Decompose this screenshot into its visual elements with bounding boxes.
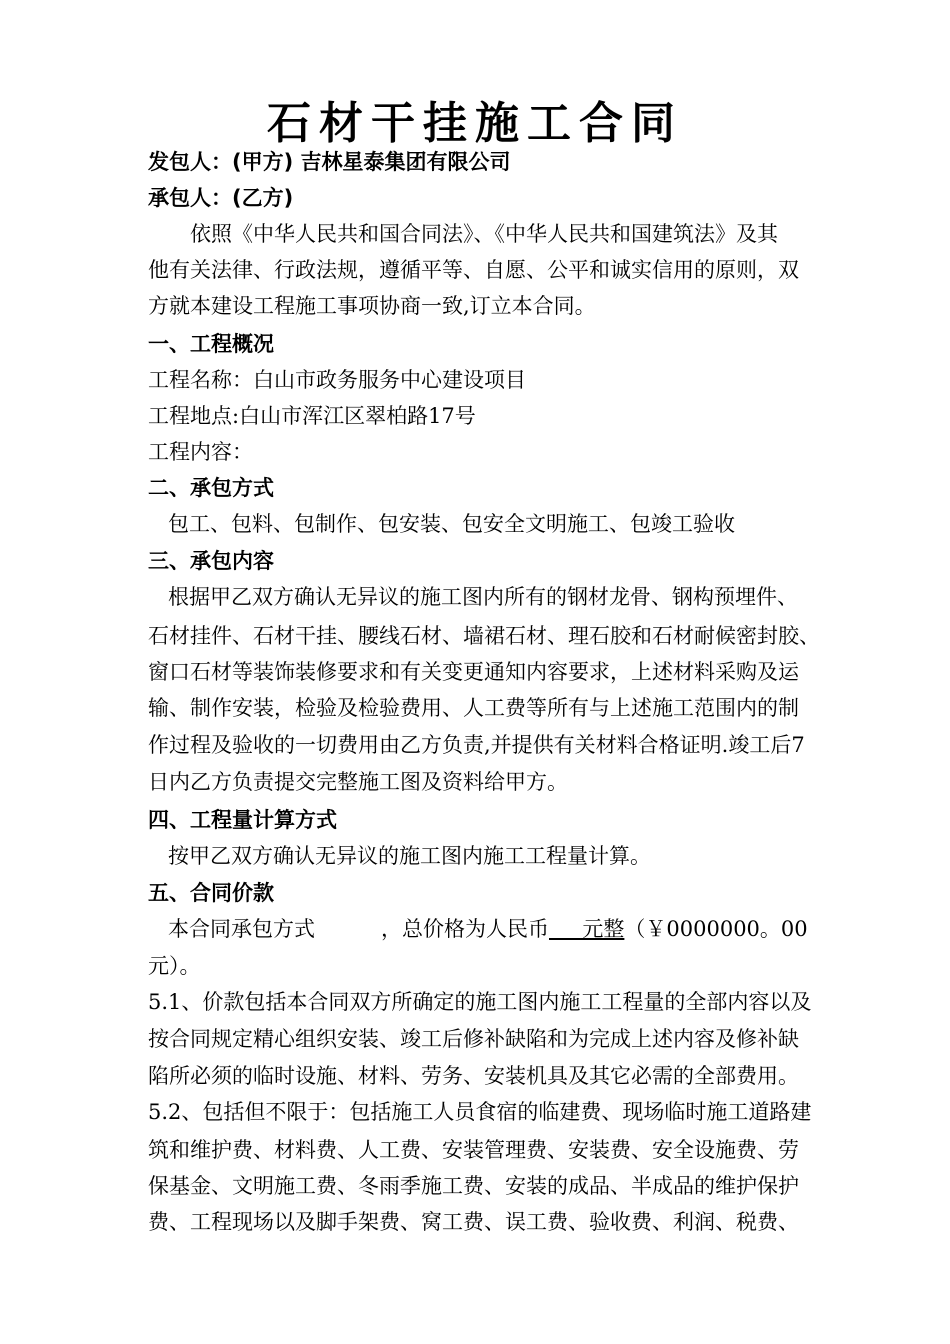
clause-line: 按合同规定精心组织安装、竣工后修补缺陷和为完成上述内容及修补缺 [148,1027,799,1051]
intro-line: 依照《中华人民共和国合同法》、《中华人民共和国建筑法》及其 [190,222,778,246]
paragraph-line: 石材挂件、石材干挂、腰线石材、墙裙石材、理石胶和石材耐候密封胶、 [148,624,820,648]
section-heading: 三、承包内容 [148,549,274,573]
clause-line: 5.1、价款包括本合同双方所确定的施工图内施工工程量的全部内容以及 [148,990,812,1014]
section-heading: 四、工程量计算方式 [148,808,337,832]
clause-line: 筑和维护费、材料费、人工费、安装管理费、安装费、安全设施费、劳 [148,1138,799,1162]
contract-method: 包工、包料、包制作、包安装、包安全文明施工、包竣工验收 [168,512,735,536]
project-location: 工程地点:白山市浑江区翠柏路17号 [148,404,476,428]
paragraph-line: 日内乙方负责提交完整施工图及资料给甲方。 [148,770,568,794]
clause-line: 5.2、包括但不限于：包括施工人员食宿的临建费、现场临时施工道路建 [148,1100,812,1124]
paragraph-line: 根据甲乙双方确认无异议的施工图内所有的钢材龙骨、钢构预埋件、 [168,585,798,609]
party-b: 承包人：(乙方) [148,186,294,210]
clause-line: 费、工程现场以及脚手架费、窝工费、误工费、验收费、利润、税费、 [148,1210,799,1234]
section-heading: 一、工程概况 [148,332,274,356]
intro-line: 他有关法律、行政法规，遵循平等、自愿、公平和诚实信用的原则，双 [148,258,799,282]
price-amount-blank: 元整 [549,917,625,941]
price-end: 元）。 [148,954,201,978]
quantity-method: 按甲乙双方确认无异议的施工图内施工工程量计算。 [168,844,651,868]
section-heading: 五、合同价款 [148,881,274,905]
project-content: 工程内容： [148,440,253,464]
price-pre: 本合同承包方式 [168,917,315,941]
clause-line: 陷所必须的临时设施、材料、劳务、安装机具及其它必需的全部费用。 [148,1064,799,1088]
intro-line: 方就本建设工程施工事项协商一致,订立本合同。 [148,294,596,318]
price-line [168,911,898,947]
price-mid: ，总价格为人民币 [381,917,549,941]
clause-line: 保基金、文明施工费、冬雨季施工费、安装的成品、半成品的维护保护 [148,1174,799,1198]
paragraph-line: 窗口石材等装饰装修要求和有关变更通知内容要求，上述材料采购及运 [148,660,799,684]
paragraph-line: 作过程及验收的一切费用由乙方负责,并提供有关材料合格证明.竣工后7 [148,733,805,757]
party-a: 发包人：(甲方) 吉林星泰集团有限公司 [148,150,511,174]
project-name: 工程名称：白山市政务服务中心建设项目 [148,368,526,392]
page-title: 石材干挂施工合同 [267,98,683,149]
paragraph-line: 输、制作安装，检验及检验费用、人工费等所有与上述施工范围内的制 [148,696,799,720]
price-post: （￥0000000。00 [624,917,808,941]
section-heading: 二、承包方式 [148,476,274,500]
